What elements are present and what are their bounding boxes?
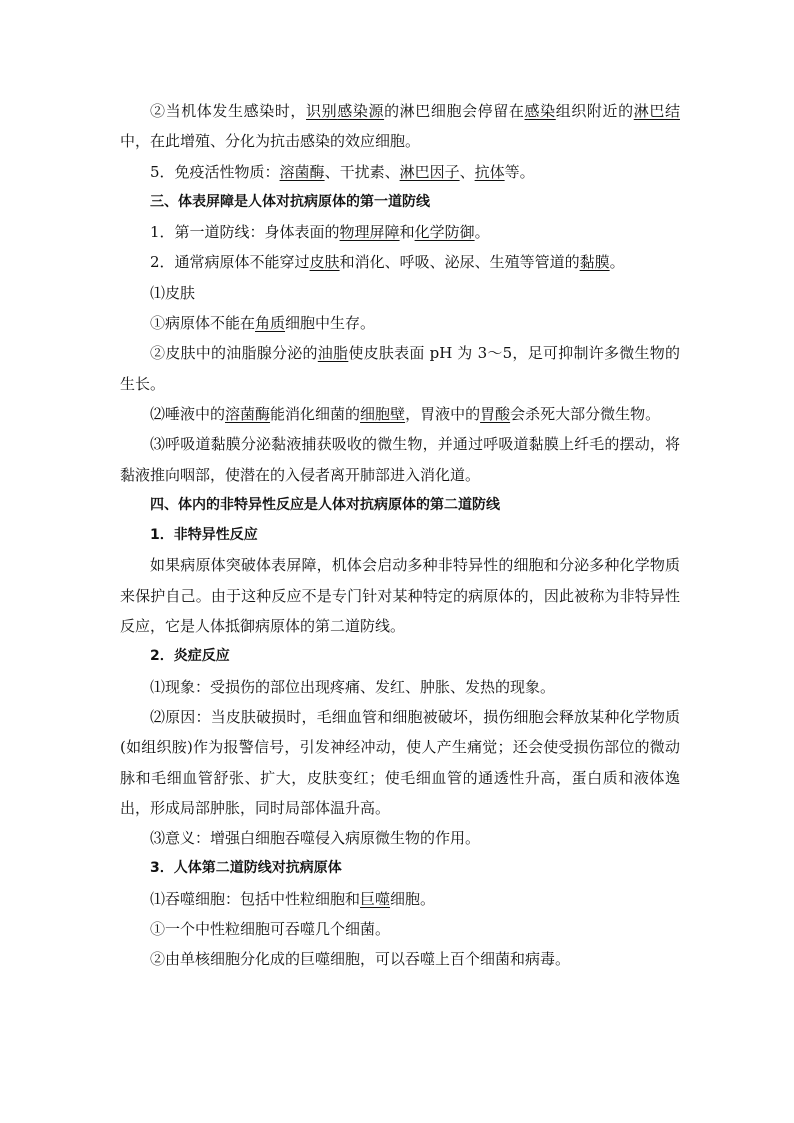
body-paragraph <box>120 429 680 490</box>
body-paragraph <box>120 96 680 157</box>
underlined-term: 细胞壁 <box>360 404 406 423</box>
text-run: 四、体内的非特异性反应是人体对抗病原体的第二道防线 <box>150 496 500 513</box>
text-run: 如果病原体突破体表屏障，机体会启动多种非特异性的细胞和分泌多种化学物质来保护自己。由于这种反应不是专门针对某种特定的病原体的，因此被称为非特异性反应，它是人体抵御病原体的第二道防线。 <box>120 556 680 636</box>
section-heading <box>120 187 680 217</box>
text-run: ⑵原因：当皮肤破损时，毛细血管和细胞被破坏，损伤细胞会释放某种化学物质(如组织胺)作为报警信号，引发神经冲动，使人产生痛觉；还会使受损伤部位的微动脉和毛细血管舒张、扩大，皮肤变红；使毛细血管的通透性升高，蛋白质和液体逸出，形成局部肿胀，同时局部体温升高。 <box>120 707 680 817</box>
underlined-term: 黏膜 <box>579 253 610 272</box>
body-paragraph <box>120 672 680 702</box>
text-run: ②皮肤中的油脂腺分泌的 <box>150 344 318 363</box>
underlined-term: 感染 <box>524 102 556 120</box>
text-run: 1．非特异性反应 <box>150 527 258 544</box>
section-heading <box>120 853 680 883</box>
text-run: 的淋巴细胞会停留在 <box>384 102 525 120</box>
text-run: 、干扰素、 <box>324 162 400 181</box>
text-run: 会杀死大部分微生物。 <box>510 404 661 423</box>
body-paragraph <box>120 550 680 641</box>
text-run: 。 <box>609 253 625 272</box>
text-run: ①病原体不能在 <box>150 314 256 333</box>
underlined-term: 溶菌酶 <box>225 404 271 423</box>
text-run: 3．人体第二道防线对抗病原体 <box>150 860 342 877</box>
text-run: 组织附近的 <box>555 102 634 120</box>
body-paragraph <box>120 823 680 853</box>
text-run: 2．通常病原体不能穿过 <box>150 253 310 272</box>
section-heading <box>120 490 680 520</box>
text-run: 使皮肤表面 pH 为 3～5，足可抑制许多微生物的生长。 <box>120 344 680 393</box>
text-run: ⑶呼吸道黏膜分泌黏液捕获吸收的微生物，并通过呼吸道黏膜上纤毛的摆动，将黏液推向咽部，使潜在的入侵者离开肺部进入消化道。 <box>120 435 680 484</box>
underlined-term: 角质 <box>255 314 286 333</box>
text-run: ⑵唾液中的 <box>150 404 226 423</box>
text-run: 等。 <box>504 162 535 181</box>
body-paragraph <box>120 399 680 429</box>
text-run: 和消化、呼吸、泌尿、生殖等管道的 <box>339 253 580 272</box>
text-run: ⑶意义：增强白细胞吞噬侵入病原微生物的作用。 <box>150 829 481 848</box>
text-run: 中，在此增殖、分化为抗击感染的效应细胞。 <box>120 132 421 151</box>
text-run: ②由单核细胞分化成的巨噬细胞，可以吞噬上百个细菌和病毒。 <box>150 950 571 969</box>
section-heading <box>120 520 680 550</box>
text-run: 细胞。 <box>390 889 436 908</box>
text-run: ⑴皮肤 <box>150 283 196 302</box>
body-paragraph <box>120 308 680 338</box>
text-run: ⑴吞噬细胞：包括中性粒细胞和 <box>150 889 361 908</box>
text-run: 能消化细菌的 <box>270 404 361 423</box>
document-page <box>120 96 680 975</box>
underlined-term: 抗体 <box>474 162 505 181</box>
text-run: ①一个中性粒细胞可吞噬几个细菌。 <box>150 920 391 939</box>
body-paragraph <box>120 217 680 247</box>
text-run: ⑴现象：受损伤的部位出现疼痛、发红、肿胀、发热的现象。 <box>150 677 556 696</box>
text-run: 、 <box>459 162 475 181</box>
underlined-term: 巨噬 <box>360 889 391 908</box>
underlined-term: 物理屏障 <box>339 223 400 242</box>
text-run: 和 <box>399 223 415 242</box>
body-paragraph <box>120 247 680 277</box>
underlined-term: 溶菌酶 <box>279 162 325 181</box>
body-paragraph <box>120 157 680 187</box>
text-run: 三、体表屏障是人体对抗病原体的第一道防线 <box>150 193 430 210</box>
text-run: 1．第一道防线：身体表面的 <box>150 223 340 242</box>
text-run: ②当机体发生感染时， <box>150 102 307 120</box>
text-run: 。 <box>474 223 490 242</box>
underlined-term: 胃酸 <box>480 404 511 423</box>
body-paragraph <box>120 914 680 944</box>
underlined-term: 淋巴结 <box>633 102 680 120</box>
text-run: 细胞中生存。 <box>285 314 376 333</box>
body-paragraph <box>120 338 680 399</box>
section-heading <box>120 641 680 671</box>
text-run: ，胃液中的 <box>405 404 481 423</box>
underlined-term: 感染源 <box>337 102 385 120</box>
body-paragraph <box>120 884 680 914</box>
body-paragraph <box>120 944 680 974</box>
text-run: 5．免疫活性物质： <box>150 162 280 181</box>
underlined-term: 化学防御 <box>414 223 475 242</box>
body-paragraph <box>120 278 680 308</box>
underlined-term: 油脂 <box>317 344 349 363</box>
underlined-term: 淋巴因子 <box>399 162 460 181</box>
body-paragraph <box>120 702 680 823</box>
underlined-term: 识别 <box>306 102 338 120</box>
text-run: 2．炎症反应 <box>150 648 230 665</box>
underlined-term: 皮肤 <box>309 253 340 272</box>
